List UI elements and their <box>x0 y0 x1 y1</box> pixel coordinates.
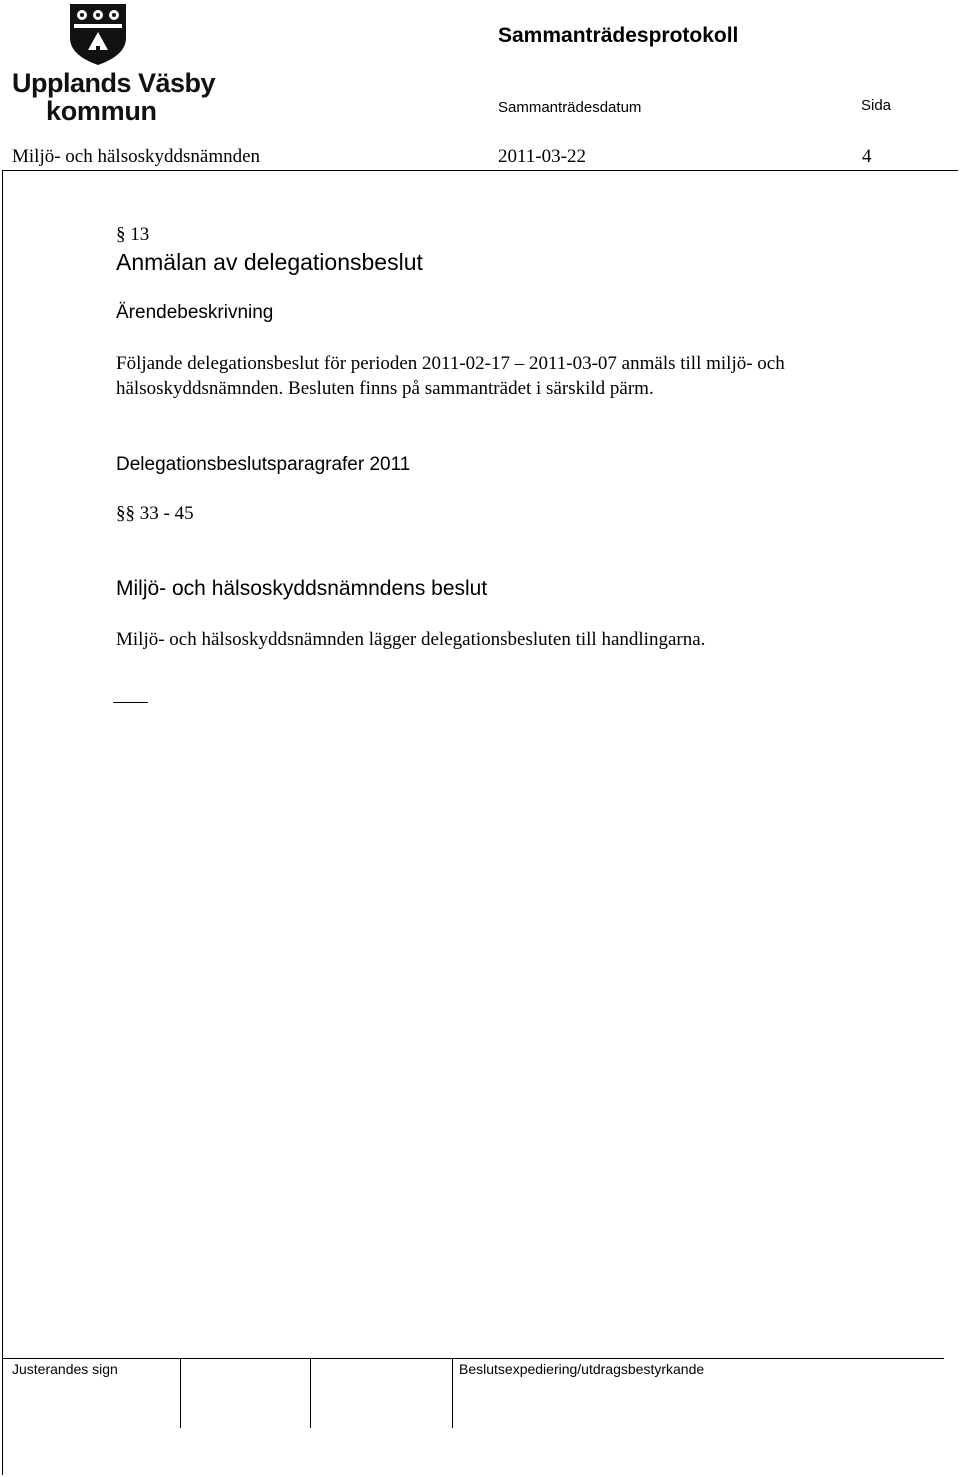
footer-cell-divider <box>180 1358 181 1428</box>
decision-heading: Miljö- och hälsoskyddsnämndens beslut <box>116 577 488 600</box>
body-text-line: Följande delegationsbeslut för perioden 2011-02-17 – 2011-03-07 anmäls till miljö- och <box>116 353 785 374</box>
paragraphs-heading: Delegationsbeslutsparagrafer 2011 <box>116 454 411 475</box>
signature-label: Justerandes sign <box>12 1361 118 1377</box>
footer-cell-divider <box>452 1358 453 1428</box>
decision-text: Miljö- och hälsoskyddsnämnden lägger delegationsbesluten till handlingarna. <box>116 629 706 650</box>
meeting-date: 2011-03-22 <box>498 146 586 167</box>
case-description-heading: Ärendebeskrivning <box>116 302 274 323</box>
page-number: 4 <box>862 146 872 167</box>
left-margin-rule <box>2 170 3 1475</box>
header-divider <box>2 170 958 171</box>
document-type: Sammanträdesprotokoll <box>498 24 739 47</box>
logo-line-1: Upplands Väsby <box>12 68 216 98</box>
coat-of-arms-icon <box>68 2 128 66</box>
paragraph-range: §§ 33 - 45 <box>116 503 194 524</box>
logo-line-2: kommun <box>46 96 157 126</box>
footer-top-rule <box>2 1358 944 1359</box>
section-number: § 13 <box>116 224 150 245</box>
committee-name: Miljö- och hälsoskyddsnämnden <box>12 146 261 167</box>
page-label: Sida <box>861 97 892 114</box>
meeting-date-label: Sammanträdesdatum <box>498 99 642 116</box>
section-end-rule <box>113 702 148 703</box>
footer-cell-divider <box>310 1358 311 1428</box>
expedition-label: Beslutsexpediering/utdragsbestyrkande <box>459 1361 705 1377</box>
section-title: Anmälan av delegationsbeslut <box>116 249 423 275</box>
body-text-line: hälsoskyddsnämnden. Besluten finns på sammanträdet i särskild pärm. <box>116 378 654 399</box>
municipality-logo <box>8 2 216 126</box>
